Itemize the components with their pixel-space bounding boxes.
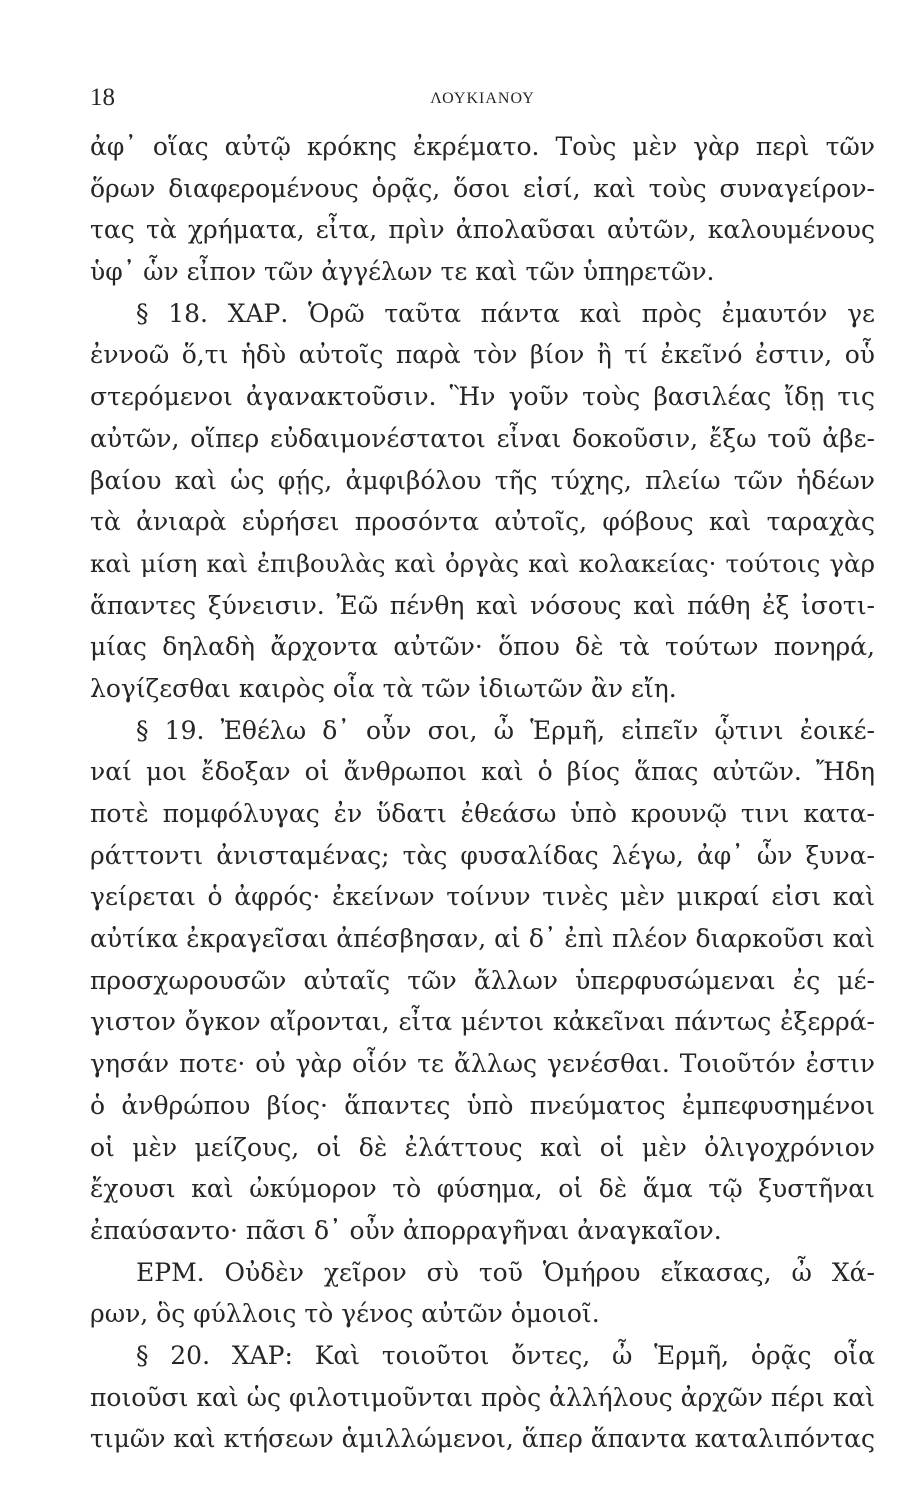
text-line: ἐννοῶ ὅ,τι ἡδὺ αὐτοῖς παρὰ τὸν βίον ἢ τί ἐκεῖνό ἐστιν, οὗ (90, 340, 875, 370)
text-line: βαίου καὶ ὡς φῄς, ἀμφιβόλου τῆς τύχης, πλείω τῶν ἡδέων (90, 465, 875, 495)
text-line: ἐπαύσαντο· πᾶσι δ᾽ οὖν ἀπορραγῆναι ἀναγκαῖον. (90, 1215, 722, 1245)
text-line: ὁ ἀνθρώπου βίος· ἅπαντες ὑπὸ πνεύματος ἐμπεφυσημένοι (90, 1090, 875, 1120)
text-line: ρων, ὃς φύλλοις τὸ γένος αὐτῶν ὁμοιοῖ. (90, 1299, 600, 1329)
text-line: προσχωρουσῶν αὐταῖς τῶν ἄλλων ὑπερφυσώμεναι ἐς μέ- (90, 965, 875, 995)
text-line: ναί μοι ἔδοξαν οἱ ἄνθρωποι καὶ ὁ βίος ἅπας αὐτῶν. Ἤδη (90, 757, 875, 787)
text-line: καὶ μίση καὶ ἐπιβουλὰς καὶ ὀργὰς καὶ κολακείας· τούτοις γὰρ (90, 548, 875, 578)
text-line: γιστον ὄγκον αἴρονται, εἶτα μέντοι κἀκεῖναι πάντως ἐξερρά- (90, 1007, 875, 1037)
page-number: 18 (90, 84, 115, 111)
text-line: τὰ ἀνιαρὰ εὑρήσει προσόντα αὐτοῖς, φόβους καὶ ταραχὰς (90, 507, 875, 537)
text-line: αὐτίκα ἐκραγεῖσαι ἀπέσβησαν, αἱ δ᾽ ἐπὶ πλέον διαρκοῦσι καὶ (90, 924, 875, 954)
text-line: ὅρων διαφερομένους ὁρᾷς, ὅσοι εἰσί, καὶ τοὺς συναγείρον- (90, 173, 875, 203)
text-line: ἅπαντες ξύνεισιν. Ἐῶ πένθη καὶ νόσους καὶ πάθη ἐξ ἰσοτι- (90, 590, 875, 620)
text-line: μίας δηλαδὴ ἄρχοντα αὐτῶν· ὅπου δὲ τὰ τούτων πονηρά, (90, 632, 875, 662)
running-head: ΛΟΥΚΙΑΝΟΥ (430, 90, 535, 107)
section-heading-line: § 18. ΧΑΡ. Ὁρῶ ταῦτα πάντα καὶ πρὸς ἐμαυτόν γε (136, 298, 875, 328)
text-line: γησάν ποτε· οὐ γὰρ οἷόν τε ἄλλως γενέσθαι. Τοιοῦτόν ἐστιν (90, 1049, 875, 1079)
body-text (90, 126, 875, 1460)
text-line: ἔχουσι καὶ ὠκύμορον τὸ φύσημα, οἱ δὲ ἅμα τῷ ξυστῆναι (90, 1174, 875, 1204)
text-line: γείρεται ὁ ἀφρός· ἐκείνων τοίνυν τινὲς μὲν μικραί εἰσι καὶ (90, 882, 875, 912)
text-line: ποιοῦσι καὶ ὡς φιλοτιμοῦνται πρὸς ἀλλήλους ἀρχῶν πέρι καὶ (90, 1382, 876, 1412)
text-line: τιμῶν καὶ κτήσεων ἁμιλλώμενοι, ἅπερ ἅπαντα καταλιπόντας (90, 1424, 876, 1454)
text-line: ἀφ᾽ οἵας αὐτῷ κρόκης ἐκρέματο. Τοὺς μὲν γὰρ περὶ τῶν (90, 132, 875, 161)
text-line: ράττοντι ἀνισταμένας; τὰς φυσαλίδας λέγω, ἀφ᾽ ὧν ξυνα- (90, 840, 875, 870)
text-line: οἱ μὲν μείζους, οἱ δὲ ἐλάττους καὶ οἱ μὲν ὀλιγοχρόνιον (90, 1132, 875, 1162)
section-heading-line: § 19. Ἐθέλω δ᾽ οὖν σοι, ὦ Ἑρμῆ, εἰπεῖν ᾧτινι ἐοικέ- (136, 715, 875, 745)
section-heading-line: § 20. ΧΑΡ: Καὶ τοιοῦτοι ὄντες, ὦ Ἑρμῆ, ὁρᾷς οἷα (136, 1340, 875, 1370)
text-line: ποτὲ πομφόλυγας ἐν ὕδατι ἐθεάσω ὑπὸ κρουνῷ τινι κατα- (90, 799, 875, 828)
page-header (90, 84, 875, 120)
text-line: τας τὰ χρήματα, εἶτα, πρὶν ἀπολαῦσαι αὐτῶν, καλουμένους (90, 215, 875, 245)
speaker-line: ΕΡΜ. Οὐδὲν χεῖρον σὺ τοῦ Ὁμήρου εἴκασας, ὦ Χά- (136, 1257, 875, 1287)
text-line: στερόμενοι ἀγανακτοῦσιν. Ἣν γοῦν τοὺς βασιλέας ἴδῃ τις (90, 382, 875, 412)
text-line: ὑφ᾽ ὧν εἶπον τῶν ἀγγέλων τε καὶ τῶν ὑπηρετῶν. (90, 257, 715, 287)
text-line: αὐτῶν, οἵπερ εὐδαιμονέστατοι εἶναι δοκοῦσιν, ἔξω τοῦ ἀβε- (90, 423, 875, 453)
text-line: λογίζεσθαι καιρὸς οἷα τὰ τῶν ἰδιωτῶν ἂν εἴη. (90, 673, 677, 703)
